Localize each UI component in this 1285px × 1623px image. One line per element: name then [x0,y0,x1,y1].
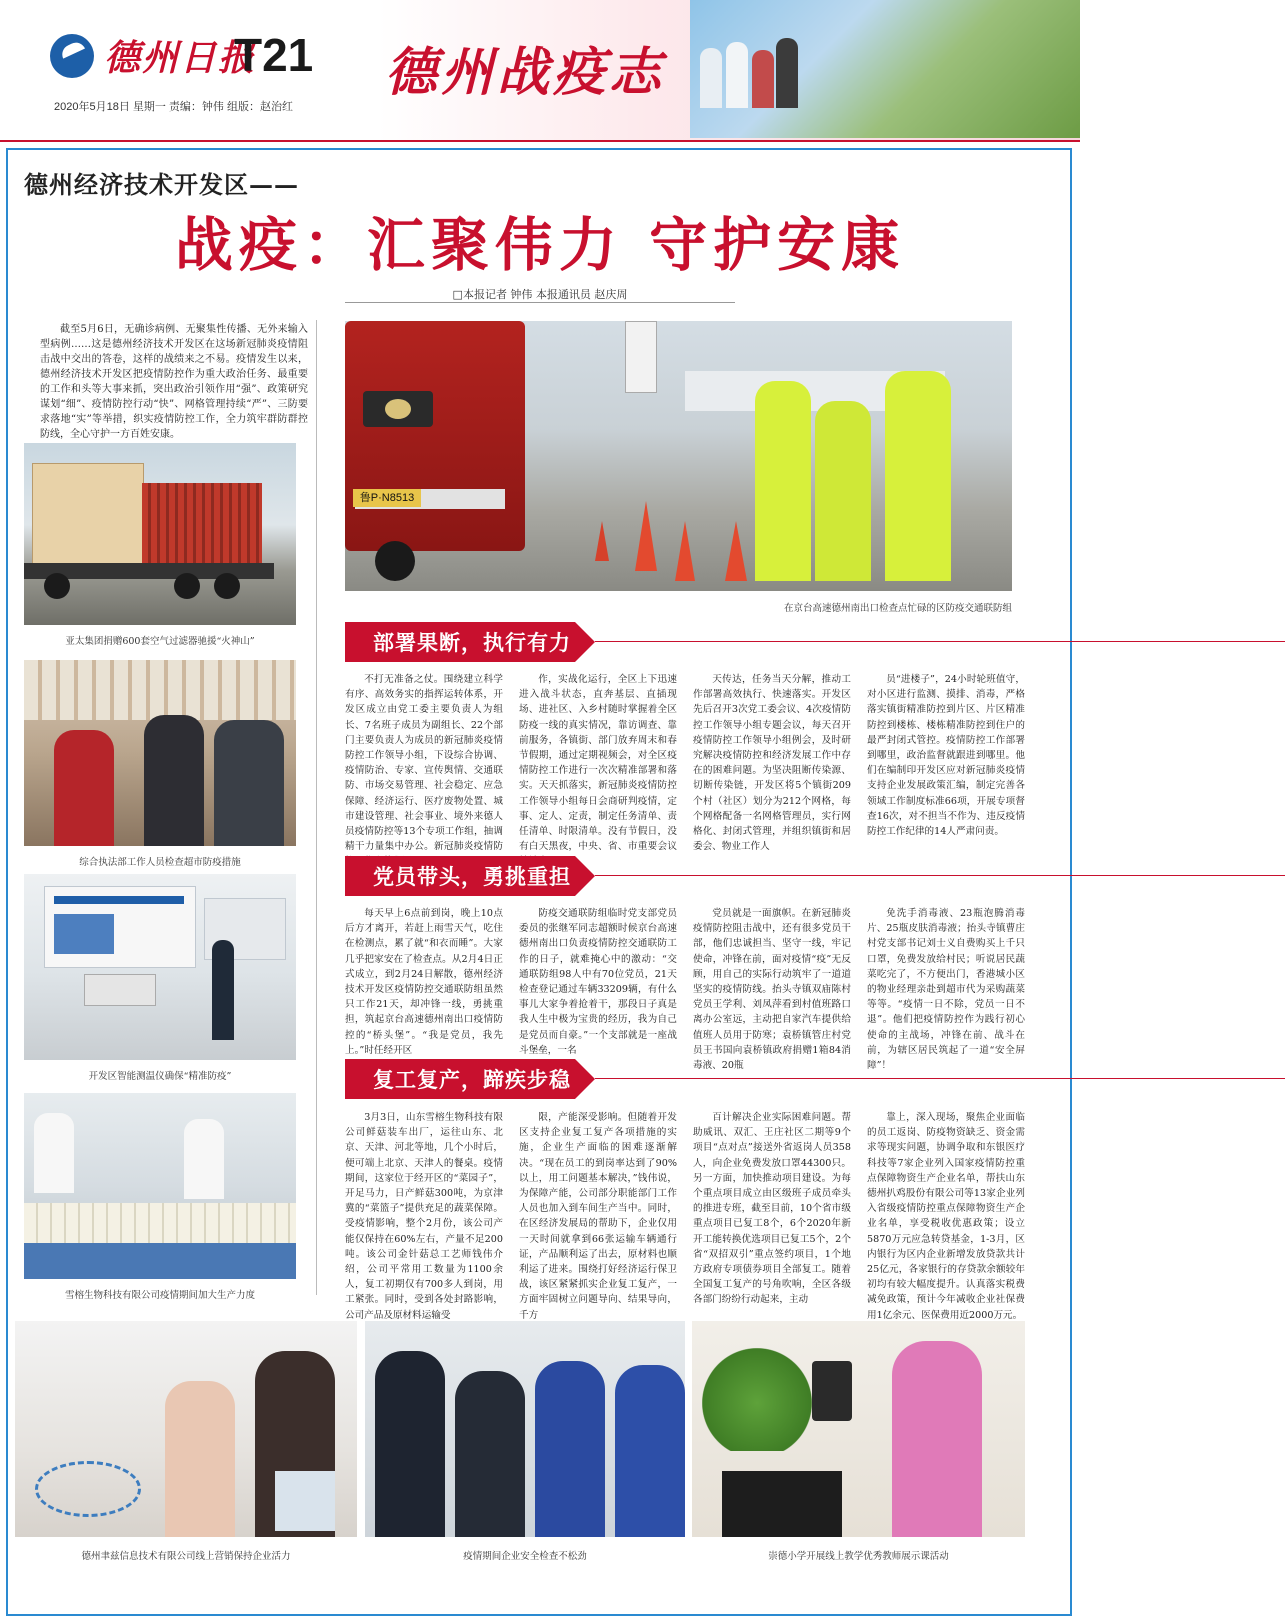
teacher-photo [692,1321,1025,1537]
lobby-photo [24,874,296,1060]
factory-photo [24,1093,296,1279]
section-header-1 [345,622,620,662]
truck-license-plate: 鲁P·N8513 [353,489,421,507]
column-divider [316,320,317,1295]
page-number: T21 [234,29,314,81]
paper-name: 德州日报 [104,37,257,79]
newspaper-logo-icon [50,34,94,78]
section-1-col-1: 不打无准备之仗。围绕建立科学有序、高效务实的指挥运转体系，开发区成立由党工委主要负责人为组长、7名班子成员为副组长、22个部门主要负责人为成员的新冠肺炎疫情防控工作领导小组，下设综合协调、疫情防治、专家、宣传舆情、交通联防、市场交易管理、社会稳定、应急保障、经济运行、医疗废物处置、城市建设管理、社会事业、境外来德人员疫情防控等13个专项工作组，抽调精干力量集中办公。新冠肺炎疫情防 [345,674,503,853]
section-3-col-2: 限，产能深受影响。但随着开发区支持企业复工复产各项措施的实施，企业生产面临的困难逐渐解决。“现在员工的到岗率达到了90%以上，用工问题基本解决，”钱伟说，为保障产能，公司部分职能部门工作人员也加入到车间生产当中。同时，在区经济发展局的帮助下，企业仅用一天时间就拿到66张运输车辆通行证，产品顺利运了出去，原材料也顺利运了进来。围绕打好经济运行保卫战，该区紧紧抓实企业复工复产，一方面牢固树立问题导向、结果导向，千方 [519,1112,677,1321]
section-3-col-4: 靠上，深入现场，聚焦企业面临的员工返岗、防疫物资缺乏、资金需求等现实问题，协调争取和东银医疗科技等7家企业列入国家疫情防控重点保障物资生产企业名单，帮扶山东德州扒鸡股份有限公司等13家企业列入省级疫情防控重点保障物资生产企业名单，享受税收优惠政策；设立5870万元应急转贷基金，1-3月，区内银行为区内企业新增发放贷款共计25亿元，各家银行的存贷款余额较年初均有较大幅度提升。认真落实税费减免政策，预计今年减收企业社保费用1亿余元、医保费用近2000万元。 [867,1112,1025,1321]
section-3-col-3: 百计解决企业实际困难问题。帮助威讯、双汇、王庄社区二期等9个项目“点对点”接送外省返岗人员358人，向企业免费发放口罩44300只。另一方面，加快推动项目建设。为每个重点项目成立由区级班子成员牵头的推进专班，截至目前，10个省市级重点项目已复工8个，6个2020年新开工能转换优选项目已复工5个，2个省“双招双引”重点签约项目，1个地方政府专项债券项目全部复工。随着全国复工复产的号角吹响，全区各级各部门纷纷行动起来，主动 [693,1112,851,1306]
checkpoint-photo [345,321,1012,591]
section-header-3 [345,1059,620,1099]
truck-caption: 亚太集团捐赠600套空气过滤器驰援“火神山” [65,636,255,647]
lobby-caption: 开发区智能测温仪确保“精准防疫” [88,1071,232,1082]
banner-figures [700,28,800,108]
section-title-1: 部署果断，执行有力 [373,631,571,655]
livestream-caption: 德州聿兹信息技术有限公司线上营销保持企业活力 [81,1551,291,1562]
supermarket-caption: 综合执法部工作人员检查超市防疫措施 [79,857,241,868]
column-title: 德州战疫志 [385,42,666,103]
section-title-2: 党员带头，勇挑重担 [373,865,571,889]
factory-caption: 雪榕生物科技有限公司疫情期间加大生产力度 [64,1290,255,1301]
inspection-caption: 疫情期间企业安全检查不松劲 [463,1551,587,1562]
article-lead: 截至5月6日，无确诊病例、无聚集性传播、无外来输入型病例……这是德州经济技术开发区在这场新冠肺炎疫情阻击战中交出的答卷，这样的战绩来之不易。疫情发生以来，德州经济技术开发区把疫情防控作为重大政治任务、最重要的工作和头等大事来抓，突出政治引领作用“强”、政策研究谋划“细”、疫情防控行动“快”、网格管理持续“严”、三防要求落地“实”等举措，织实疫情防控工作，全力筑牢群防群控防线，全心守护一方百姓安康。 [40,324,308,440]
section-3-col-1: 3月3日，山东雪榕生物科技有限公司鲜菇装车出厂，运往山东、北京、天津、河北等地，几个小时后，便可端上北京、天津人的餐桌。疫情期间，这家位于经开区的“菜园子”，开足马力，日产鲜菇300吨，为京津冀的“菜篮子”提供充足的蔬菜保障。受疫情影响，整个2月份，该公司产能仅保持在60%左右，产量不足200吨。该公司金针菇总工艺师钱伟介绍，公司平常用工数量为1100余人，复工初期仅有700多人到岗，用工紧张。同时，受到各处封路影响，公司产品及原材料运输受 [345,1112,503,1321]
section-2-col-2: 防疫交通联防组临时党支部党员委员的张继军同志超额时候京台高速德州南出口负责疫情防控交通联防工作的日子，就难掩心中的激动：“交通联防组98人中有70位党员，21天检查登记通过车辆33209辆，有什么事儿大家争着抢着干，那段日子真是我人生中极为宝贵的经历，我为自己是党员而自豪。”一个支部就是一座战斗堡垒，一名 [519,908,677,1056]
section-2-col-4: 免洗手消毒液、23瓶泡腾消毒片、25瓶皮肤消毒液；抬头寺镇曹庄村党支部书记刘士义自费购买上千只口罩，免费发放给村民；听说居民蔬菜吃完了，不方便出门，香港城小区的物业经理亲赴到超市代为采购蔬菜等等。“疫情一日不除，党员一日不退”。他们把疫情防控作为践行初心使命的主战场，冲锋在前、战斗在前，为辖区居民筑起了一道“安全屏障”！ [867,908,1025,1072]
section-title-3: 复工复产，蹄疾步稳 [373,1068,571,1092]
section-1-col-4: 员“进楼子”，24小时轮班值守，对小区进行监测、摸排、消毒，严格落实镇街精准防控到片区、片区精准防控到楼栋、楼栋精准防控到住户的最严封闭式管控。疫情防控工作部署到哪里，政治监督就跟进到哪里。他们在编制印开发区应对新冠肺炎疫情支持企业发展政策汇编，制定完善各领域工作制度标准66项，开展专项督查16次，对不担当不作为、违反疫情防控工作纪律的14人严肃问责。 [867,674,1025,838]
teacher-caption: 崇德小学开展线上教学优秀教师展示课活动 [768,1551,949,1562]
section-1-col-2: 作，实战化运行，全区上下迅速进入战斗状态，直奔基层、直插现场、进社区、入乡村随时掌握着全区防疫一线的真实情况，靠访调查、靠前服务，各镇街、部门放弃周末和春节假期，通过定期视频会，对全区疫情防控工作进行一次次精准部署和落实。天天抓落实，新冠肺炎疫情防控工作领导小组每日会商研判疫情，定事、定人、定责，制定任务清单、责任清单、时限清单。没有节假日，没有白天黑夜，中央、省、市重要会议 [519,674,677,853]
section-2-col-1: 每天早上6点前到岗，晚上10点后方才离开，若赶上雨雪天气，吃住在检测点，累了就“和衣而睡”。大家几乎把家安在了检查点。从2月4日正式成立，到2月24日解散，德州经济技术开发区疫情防控交通联防组虽然只工作21天，却冲锋一线，勇挑重担，筑起京台高速德州南出口疫情防控的“桥头堡”。“我是党员，我先上。”时任经开区 [345,908,503,1056]
article-kicker: 德州经济技术开发区—— [24,170,299,199]
section-header-2 [345,856,620,896]
supermarket-photo [24,660,296,846]
inspection-photo [365,1321,685,1537]
article-headline: 战疫：汇聚伟力 守护安康 [174,211,906,279]
byline-rule [345,302,735,303]
section-2-col-3: 党员就是一面旗帜。在新冠肺炎疫情防控阻击战中，还有很多党员干部，他们忠诚担当、坚守一线，牢记使命，冲锋在前，面对疫情“疫”无反顾，用自己的实际行动筑牢了一道道坚实的疫情防线。抬头寺镇双庙陈村党员王学利、刘凤萍看到村值班路口离办公室远，主动把自家汽车提供给值班人员用于防寒；袁桥镇管庄村党员王书国向袁桥镇政府捐赠1箱84消毒液、20瓶 [693,908,851,1072]
section-1-col-3: 天传达，任务当天分解，推动工作部署高效执行、快速落实。开发区先后召开3次党工委会议、4次疫情防控工作领导小组专题会议，每天召开疫情防控工作领导小组例会，及时研究解决疫情防控和经济发展工作中存在的困难问题。为坚决阻断传染源、切断传染链，开发区将5个镇街209个村（社区）划分为212个网格，每个网格配备一名网格管理员，实行网格化、封闭式管理，并组织镇街和居委会、物业工作人 [693,674,851,853]
issue-info: 2020年5月18日 星期一 责编：钟伟 组版：赵治红 [54,101,293,113]
livestream-photo [15,1321,357,1537]
checkpoint-caption: 在京台高速德州南出口检查点忙碌的区防疫交通联防组 [783,603,1012,614]
truck-photo [24,443,296,625]
article-byline: □本报记者 钟伟 本报通讯员 赵庆周 [0,286,1080,302]
